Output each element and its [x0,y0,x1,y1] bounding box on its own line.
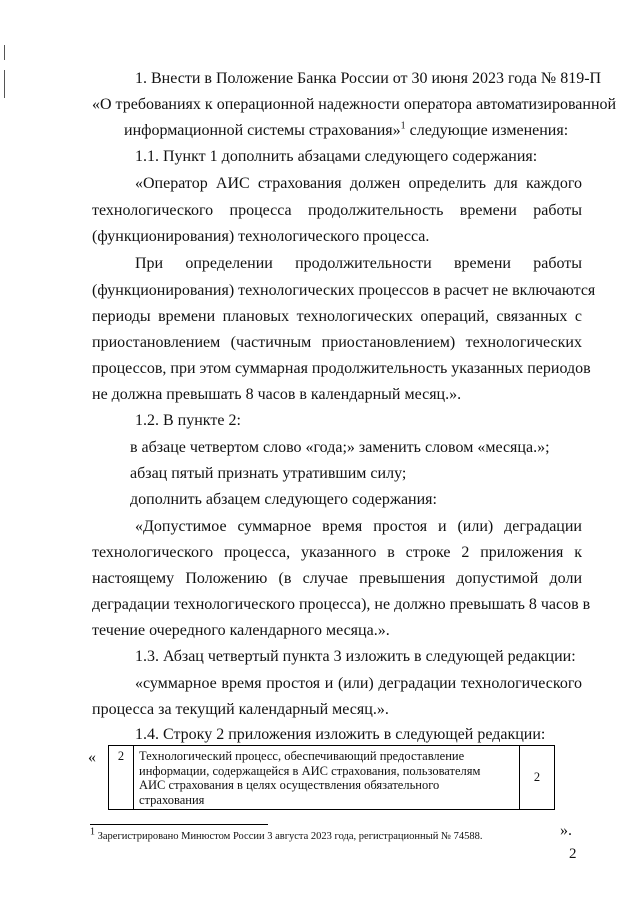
paragraph-line: При определении продолжительности времени работы [135,255,582,272]
paragraph-line: процессов, при этом суммарная продолжительность указанных периодов [92,360,591,377]
paragraph-line: «Допустимое суммарное время простоя и (или) деградации [135,518,582,535]
footnote [90,826,483,843]
item-1-4-heading: 1.4. Строку 2 приложения изложить в следующей редакции: [135,726,546,743]
amendment-line: в абзаце четвертом слово «года;» заменить словом «месяца.»; [130,439,550,456]
item-1-1-heading: 1.1. Пункт 1 дополнить абзацами следующего содержания: [135,148,538,165]
open-quote: « [88,749,96,766]
description-line: Технологический процесс, обеспечивающий предоставление [139,749,465,763]
paragraph-line: технологического процесса продолжительность времени работы [92,202,582,219]
paragraph-line: не должна превышать 8 часов в календарный месяц.». [92,386,462,403]
paragraph-line: настоящему Положению (в случае превышения допустимой доли [92,570,582,587]
scan-mark [4,70,5,98]
intro-line-1: 1. Внести в Положение Банка России от 30 июня 2023 года № 819-П [135,70,602,87]
amendment-line: абзац пятый признать утратившим силу; [130,465,407,482]
appendix-table [108,745,555,810]
page-number: 2 [569,846,577,862]
table-row [109,746,555,810]
paragraph-line: периоды времени плановых технологических операций, связанных с [92,308,582,325]
paragraph-line: технологического процесса, указанного в строке 2 приложения к [92,544,582,561]
intro-line-2: «О требованиях к операционной надежности оператора автоматизированной [92,96,617,113]
paragraph-line: приостановлением (частичным приостановлением) технологических [92,334,582,351]
scan-mark [4,45,5,60]
paragraph-line: деградации технологического процесса), не должно превышать 8 часов в [92,596,591,613]
paragraph-line: течение очередного календарного месяца.». [92,622,390,639]
item-1-2-heading: 1.2. В пункте 2: [135,412,241,429]
row-number-cell: 2 [109,746,134,810]
footnote-text: Зарегистрировано Минюстом России 3 августа 2023 года, регистрационный № 74588. [95,831,483,842]
footnote-divider [90,824,268,825]
item-1-3-heading: 1.3. Абзац четвертый пункта 3 изложить в следующей редакции: [135,648,576,665]
row-value-cell: 2 [520,746,555,810]
paragraph-line: «суммарное время простоя и (или) деградации технологического [135,675,582,692]
paragraph-line: процесса за текущий календарный месяц.». [92,701,389,718]
row-description-cell [134,746,520,810]
description-line: страхования [139,792,205,807]
description-line: АИС страхования в целях осуществления обязательного [139,778,440,792]
footnote-ref: 1 [400,120,406,132]
close-quote: ». [560,822,572,839]
paragraph-line: (функционирования) технологических процессов в расчет не включаются [92,282,596,299]
paragraph-line: (функционирования) технологического процесса. [92,228,430,245]
footnote-mark: 1 [90,826,95,838]
amendment-line: дополнить абзацем следующего содержания: [130,491,437,508]
paragraph-line: «Оператор АИС страхования должен определить для каждого [135,175,582,192]
description-line: информации, содержащейся в АИС страхования, пользователям [139,763,481,778]
intro-line-3: информационной системы страхования»$^1$ следующие изменения: [124,120,569,139]
